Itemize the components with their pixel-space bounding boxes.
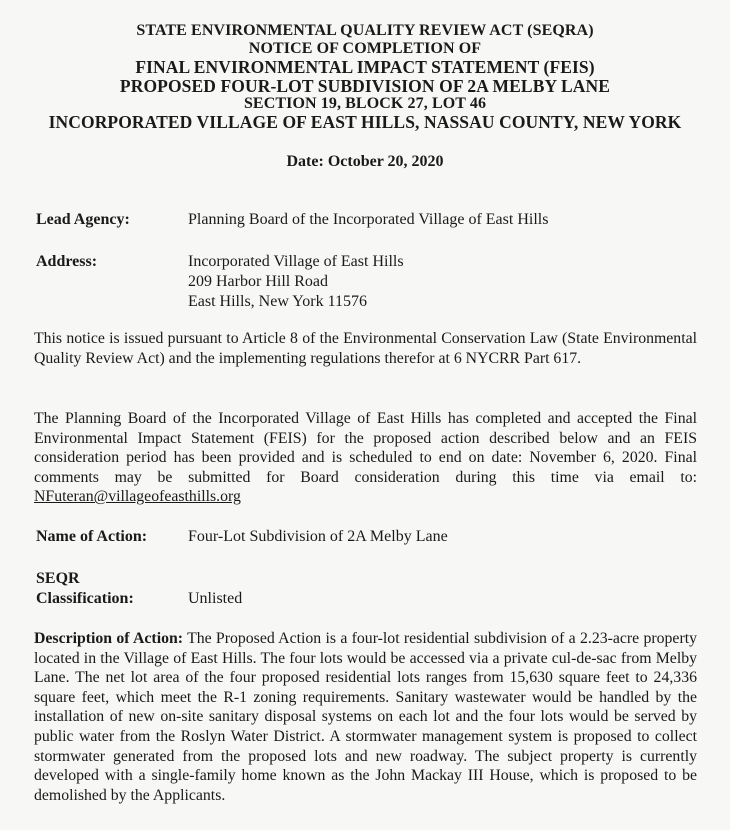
header-line-notice: NOTICE OF COMPLETION OF <box>248 40 482 58</box>
classification-value: Unlisted <box>188 590 243 607</box>
header-line-seqra: STATE ENVIRONMENTAL QUALITY REVIEW ACT (SEQRA) <box>136 22 594 39</box>
address-line-3: East Hills, New York 11576 <box>188 293 367 310</box>
header-line-village: INCORPORATED VILLAGE OF EAST HILLS, NASSAU COUNTY, NEW YORK <box>48 112 682 133</box>
address-line-2: 209 Harbor Hill Road <box>188 273 328 290</box>
address-line-1: Incorporated Village of East Hills <box>188 253 404 270</box>
feis-paragraph <box>34 409 697 507</box>
classification-label: Classification: <box>36 590 134 607</box>
lead-agency-label: Lead Agency: <box>36 211 130 228</box>
feis-paragraph-text: The Planning Board of the Incorporated Village of East Hills has completed and accepted the Final Environmental Impact Statement (FEIS) for the proposed action described below and an FEIS consideration period has been provided and is scheduled to end on date: November 6, 2020. Final comments may be submitted for Board consideration during this time via email to: <box>34 410 697 486</box>
description-label: Description of Action: <box>34 630 184 647</box>
notice-paragraph: This notice is issued pursuant to Article 8 of the Environmental Conservation Law (State Environmental Quality Review Act) and the implementing regulations therefor at 6 NYCRR Part 617. <box>34 330 697 367</box>
seqr-label: SEQR <box>36 570 80 587</box>
document-header <box>0 0 730 131</box>
name-of-action-value: Four-Lot Subdivision of 2A Melby Lane <box>188 528 448 545</box>
lead-agency-value: Planning Board of the Incorporated Village of East Hills <box>188 211 549 228</box>
header-line-feis: FINAL ENVIRONMENTAL IMPACT STATEMENT (FEIS) <box>135 57 595 78</box>
header-line-subdivision: PROPOSED FOUR-LOT SUBDIVISION OF 2A MELBY LANE <box>119 75 611 96</box>
header-line-section: SECTION 19, BLOCK 27, LOT 46 <box>243 94 487 112</box>
email-link[interactable]: NFuteran@villageofeasthills.org <box>34 488 241 506</box>
notice-date: Date: October 20, 2020 <box>286 153 444 171</box>
description-text: The Proposed Action is a four-lot residential subdivision of a 2.23-acre property located in the Village of East Hills. The four lots would be accessed via a private cul-de-sac from Melby Lane. The net lot area of the four proposed residential lots ranges from 15,630 square feet to 24,336 square feet, which meet the R-1 zoning requirements. Sanitary wastewater would be handled by the installation of new on-site sanitary disposal systems on each lot and the four lots would be served by public water from the Roslyn Water District. A stormwater management system is proposed to collect stormwater generated from the proposed lots and new roadway. The subject property is currently developed with a single-family home known as the John Mackay III House, which is proposed to be demolished by the Applicants. <box>34 630 697 804</box>
description-paragraph <box>34 629 697 805</box>
address-label: Address: <box>36 253 98 270</box>
name-of-action-label: Name of Action: <box>36 528 148 545</box>
address-value <box>188 252 404 312</box>
